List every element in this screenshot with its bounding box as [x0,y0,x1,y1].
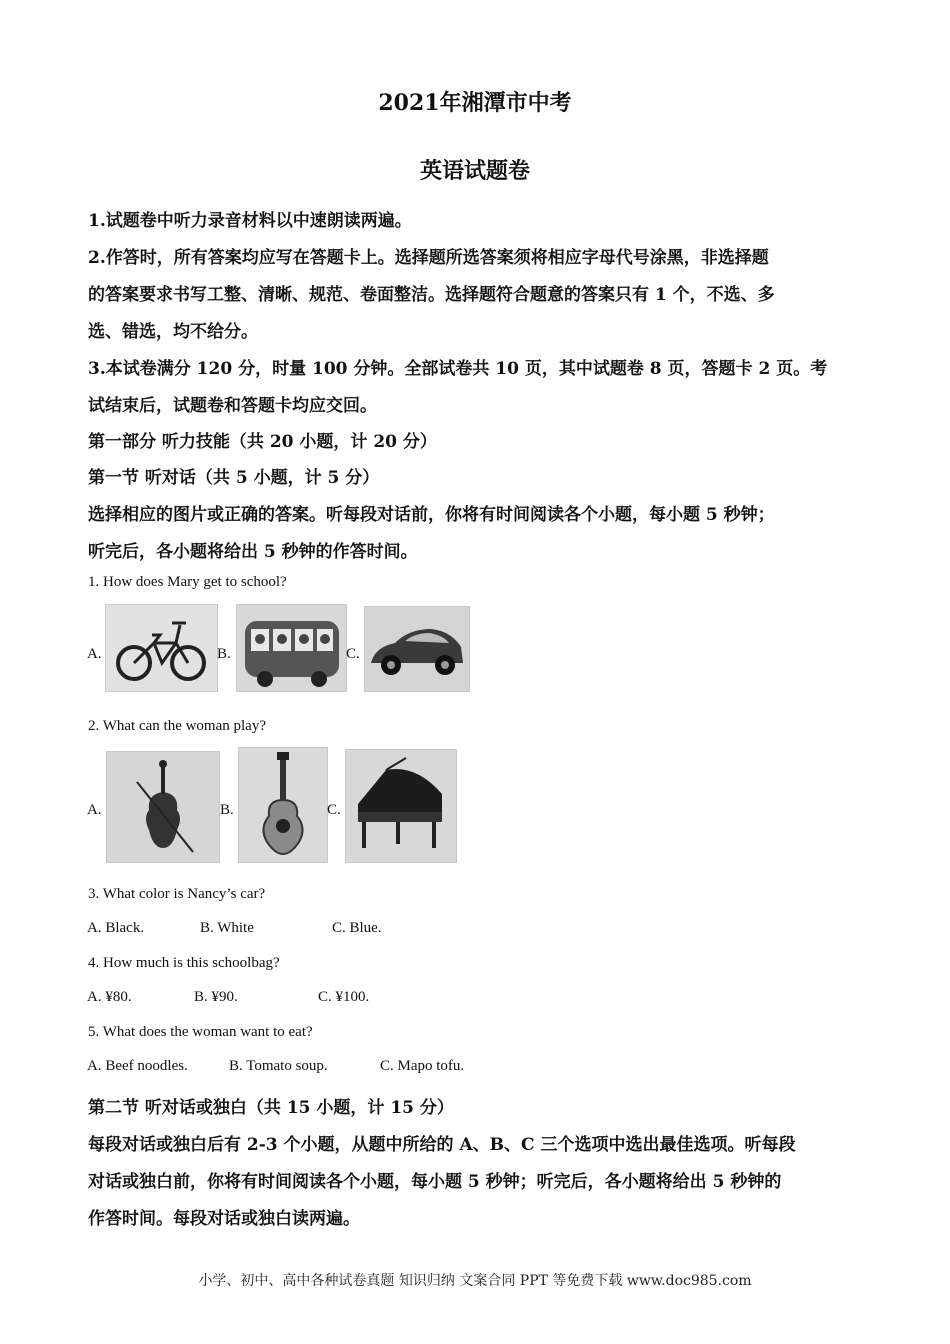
q2-option-a-label: A. [87,802,102,818]
instruction-2a: 2.作答时，所有答案均应写在答题卡上。选择题所选答案须将相应字母代号涂黑，非选择题 [88,248,769,268]
exam-title: 2021年湘潭市中考 [378,90,572,116]
question-4: 4. How much is this schoolbag? [88,955,280,971]
q1-option-b-label: B. [217,646,231,662]
q1-option-a-label: A. [87,646,102,662]
exam-subtitle: 英语试题卷 [419,158,530,184]
q1-option-c-label: C. [346,646,360,662]
part1-heading: 第一部分 听力技能（共 20 小题，计 20 分） [88,432,437,452]
question-5: 5. What does the woman want to eat? [88,1024,313,1040]
page-footer: 小学、初中、高中各种试卷真题 知识归纳 文案合同 PPT 等免费下载 www.doc985.com [198,1273,752,1289]
q5-option-a: A. Beef noodles. [87,1058,188,1074]
bus-icon [236,604,347,692]
question-3: 3. What color is Nancy’s car? [88,886,266,902]
question-1: 1. How does Mary get to school? [88,574,287,590]
instruction-3b: 试结束后，试题卷和答题卡均应交回。 [88,396,377,416]
guitar-icon [238,747,328,863]
q3-option-c: C. Blue. [332,920,382,936]
section1-desc-a: 选择相应的图片或正确的答案。听每段对话前，你将有时间阅读各个小题，每小题 5 秒钟； [88,505,775,525]
section2-desc-a: 每段对话或独白后有 2-3 个小题，从题中所给的 A、B、C 三个选项中选出最佳选项。听每段 [88,1135,796,1155]
violin-icon [106,751,220,863]
instruction-1: 1.试题卷中听力录音材料以中速朗读两遍。 [88,211,412,231]
section2-desc-c: 作答时间。每段对话或独白读两遍。 [88,1209,360,1229]
piano-icon [345,749,457,863]
q5-option-b: B. Tomato soup. [229,1058,328,1074]
section1-heading: 第一节 听对话（共 5 小题，计 5 分） [88,468,380,488]
instruction-2b: 的答案要求书写工整、清晰、规范、卷面整洁。选择题符合题意的答案只有 1 个，不选、多 [88,285,775,305]
question-2: 2. What can the woman play? [88,718,266,734]
section2-desc-b: 对话或独白前，你将有时间阅读各个小题，每小题 5 秒钟；听完后，各小题将给出 5 秒钟的 [88,1172,782,1192]
instruction-3a: 3.本试卷满分 120 分，时量 100 分钟。全部试卷共 10 页，其中试题卷 8 页，答题卡 2 页。考 [88,359,828,379]
q3-option-a: A. Black. [87,920,145,936]
instruction-2c: 选、错选，均不给分。 [88,322,258,342]
q4-option-a: A. ¥80. [87,989,132,1005]
q3-option-b: B. White [200,920,254,936]
section1-desc-b: 听完后，各小题将给出 5 秒钟的作答时间。 [88,542,418,562]
q2-option-b-label: B. [220,802,234,818]
q5-option-c: C. Mapo tofu. [380,1058,465,1074]
car-icon [364,606,470,692]
q4-option-b: B. ¥90. [194,989,238,1005]
q2-option-c-label: C. [327,802,341,818]
section2-heading: 第二节 听对话或独白（共 15 小题，计 15 分） [88,1098,454,1118]
bicycle-icon [105,604,218,692]
q4-option-c: C. ¥100. [318,989,370,1005]
